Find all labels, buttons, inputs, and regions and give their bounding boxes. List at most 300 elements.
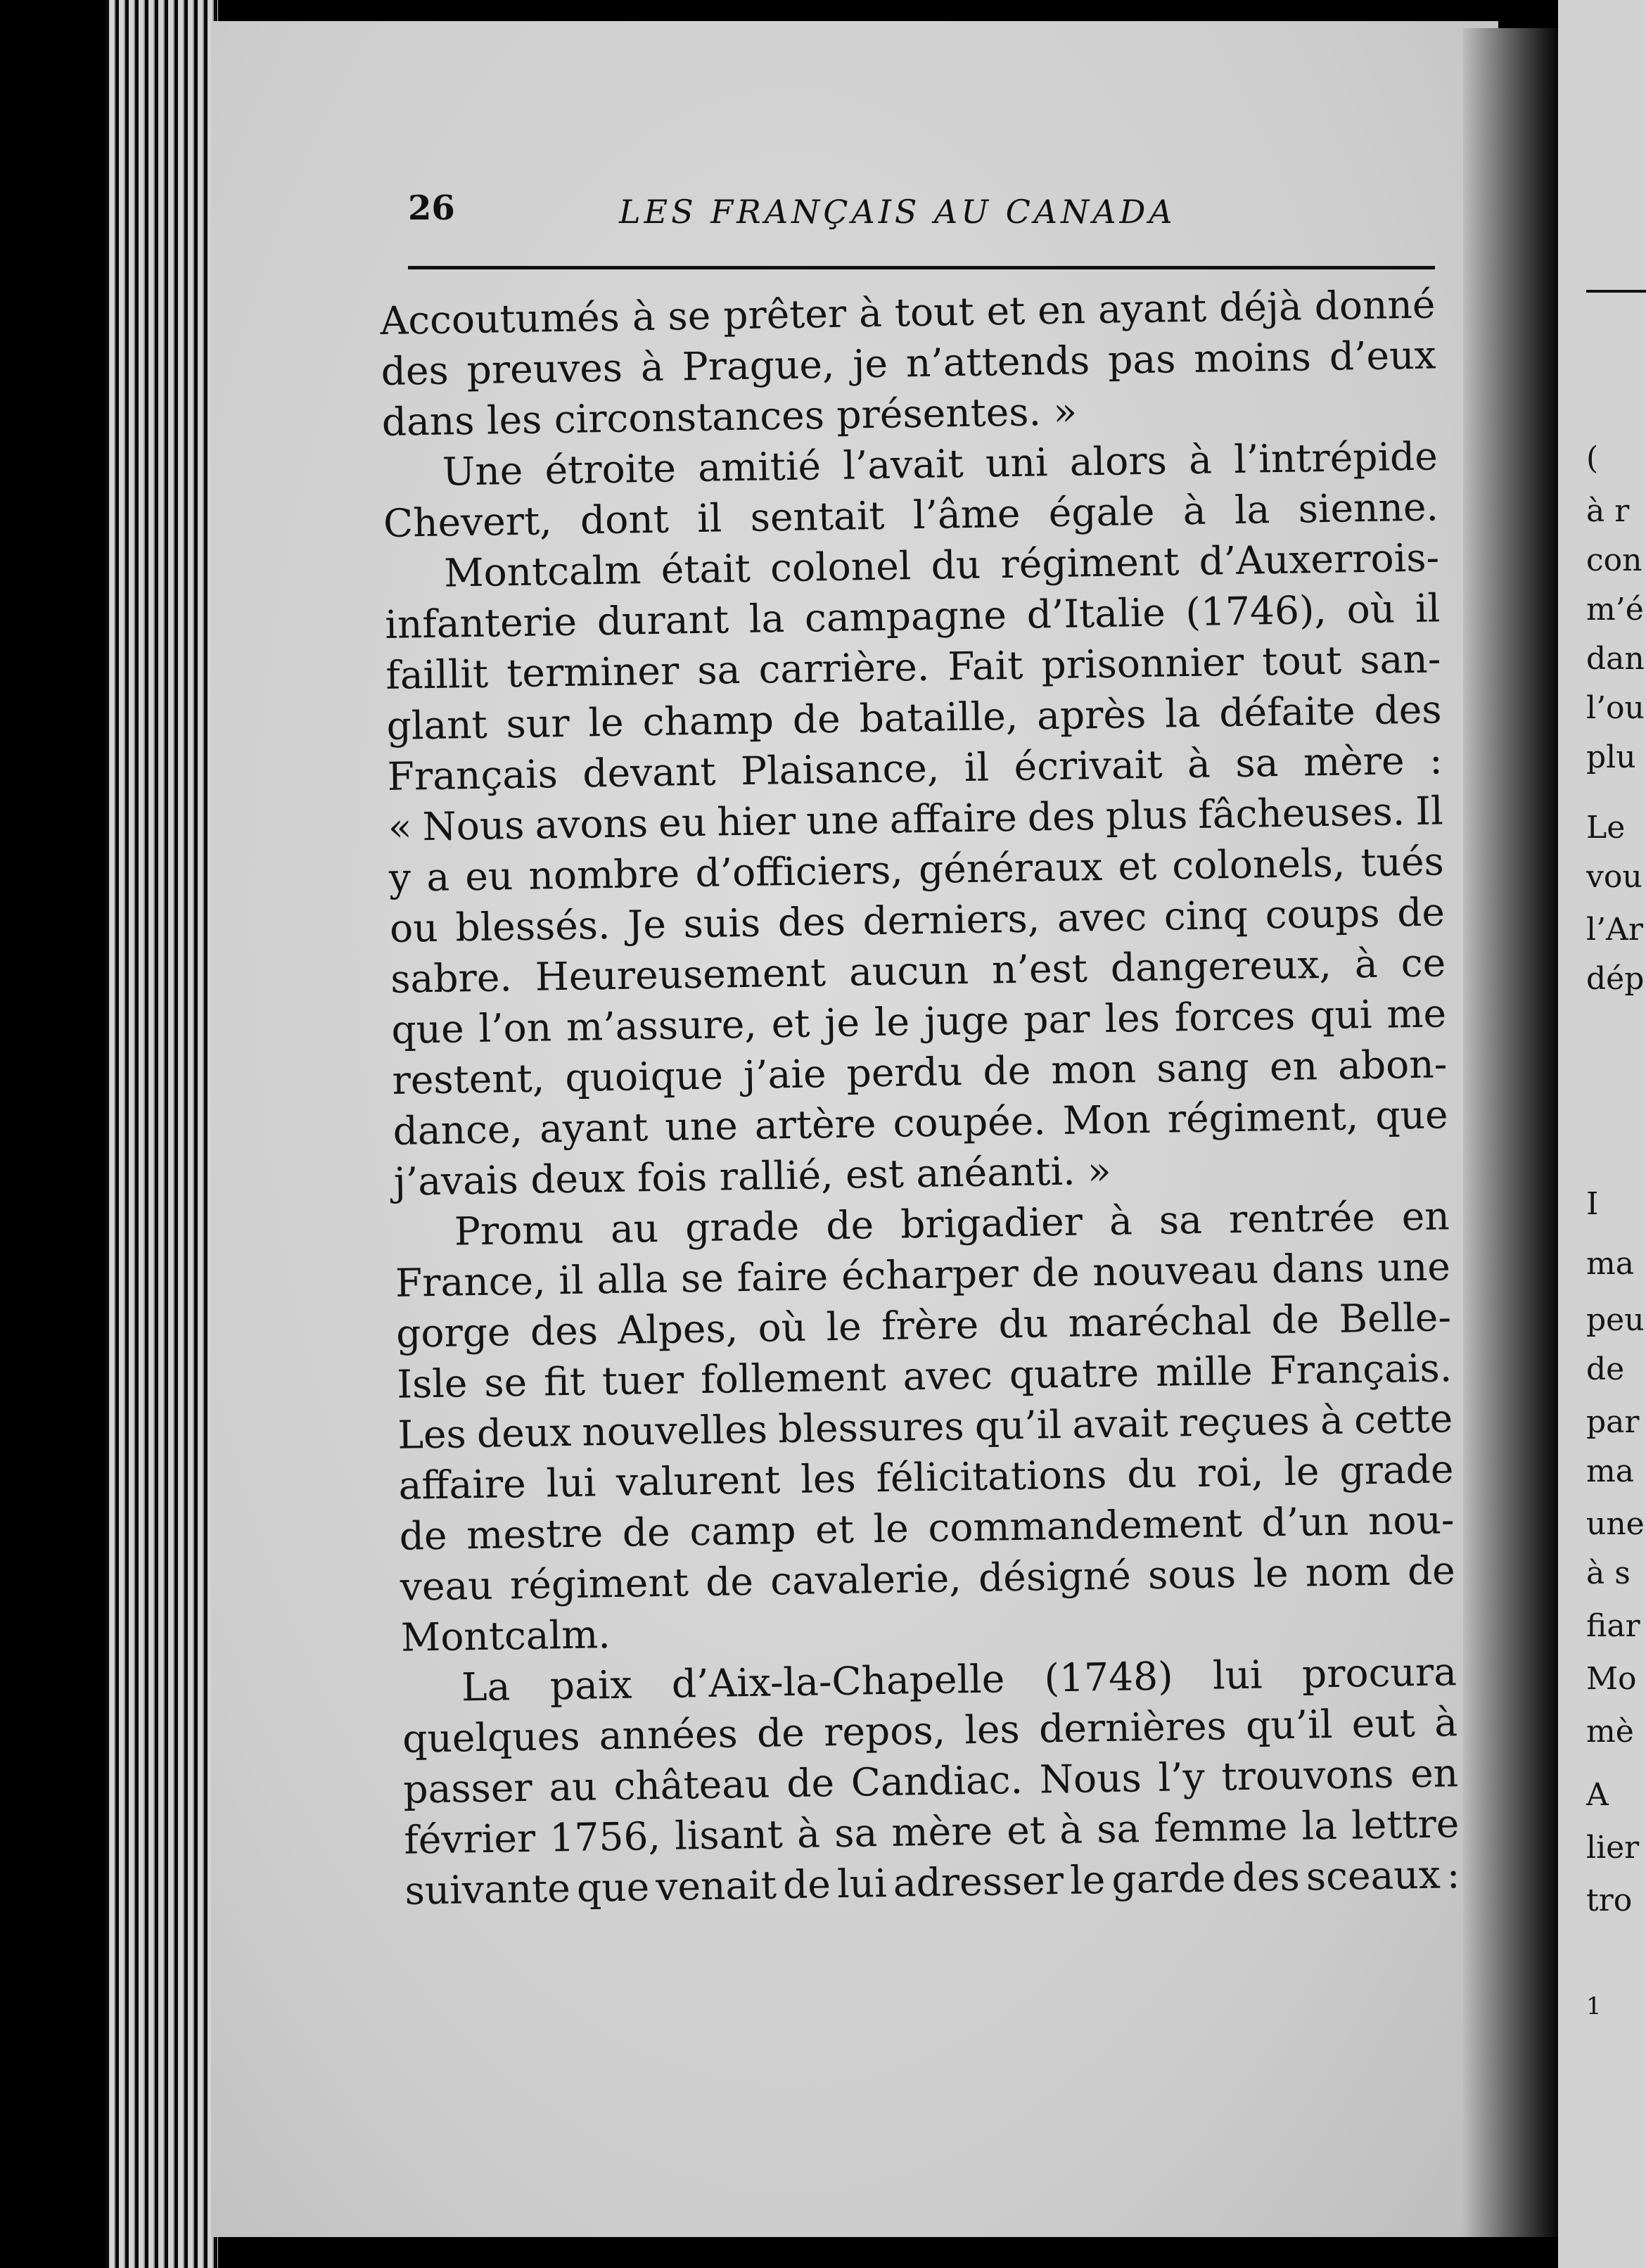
word: déjà — [1218, 284, 1303, 331]
word: à — [1188, 437, 1213, 483]
word: blessés. — [454, 902, 611, 950]
word: du — [1126, 1451, 1178, 1497]
word: se — [667, 293, 711, 339]
word: faillit — [385, 651, 489, 698]
word: faire — [736, 1254, 829, 1301]
word: Isle — [396, 1361, 468, 1407]
word: dernières — [1038, 1703, 1227, 1752]
word: de — [792, 696, 841, 742]
word: terminer — [506, 648, 680, 696]
word: coups — [1265, 890, 1380, 938]
word: je — [824, 1000, 860, 1046]
word: les — [1104, 995, 1161, 1041]
word: reçues — [1178, 1398, 1310, 1446]
word: restent, — [392, 1055, 545, 1103]
word: lettre — [1351, 1801, 1460, 1848]
facing-fragment: dép — [1586, 961, 1645, 997]
word: de — [1407, 1548, 1456, 1594]
word: une — [805, 796, 880, 843]
word: tuer — [601, 1357, 684, 1404]
word: artère — [754, 1101, 876, 1148]
word: d’eux — [1329, 332, 1436, 379]
word: que — [576, 1864, 650, 1911]
word: mère — [891, 1808, 993, 1855]
word: passer — [402, 1764, 533, 1812]
word: les — [800, 1455, 857, 1502]
word: à — [1182, 488, 1207, 534]
word: qu’il — [1245, 1701, 1333, 1748]
word: Accoutumés — [380, 294, 620, 343]
word: follement — [700, 1353, 887, 1403]
page-number: 26 — [408, 189, 455, 228]
word: sous — [1147, 1551, 1237, 1598]
word: camp — [689, 1507, 796, 1555]
word: champ — [642, 697, 774, 745]
word: gorge — [395, 1309, 511, 1356]
word: maréchal — [1068, 1297, 1252, 1346]
word: frère — [881, 1301, 979, 1349]
word: hier — [716, 798, 796, 845]
word: quoique — [564, 1052, 724, 1100]
word: de — [782, 1861, 831, 1908]
word: affaire — [889, 794, 1018, 842]
word: colonels, — [1171, 840, 1346, 888]
word: Une — [442, 447, 523, 495]
word: durant — [596, 597, 729, 644]
word: de — [622, 1509, 671, 1555]
word: nouvelles — [581, 1406, 768, 1455]
word: coupée. — [893, 1098, 1047, 1146]
facing-fragment: à s — [1586, 1555, 1631, 1591]
word: une — [664, 1103, 739, 1149]
word: des — [381, 348, 449, 394]
word: sa — [1234, 740, 1279, 786]
word: le — [873, 1505, 910, 1552]
word: eut — [1351, 1700, 1416, 1747]
word: de — [756, 1709, 805, 1756]
word: que — [1374, 1092, 1448, 1138]
word: régiment, — [1167, 1093, 1359, 1142]
word: mère — [1303, 738, 1405, 785]
word: une — [1377, 1244, 1451, 1290]
word: février — [403, 1815, 536, 1863]
word: moins — [1193, 334, 1312, 381]
word: n’attends — [905, 338, 1090, 386]
word: et — [815, 1506, 855, 1553]
facing-fragment: A — [1586, 1777, 1609, 1813]
word: de — [1031, 1249, 1080, 1296]
word: d’Italie — [1026, 590, 1166, 637]
facing-fragment: plu — [1586, 739, 1636, 775]
word: perdu — [846, 1049, 963, 1096]
word: suivante — [404, 1866, 571, 1913]
facing-fragment: ma — [1586, 1246, 1634, 1282]
word: se — [680, 1255, 725, 1301]
word: du — [998, 1301, 1049, 1347]
word: que — [390, 1006, 465, 1052]
word: et — [1006, 1807, 1046, 1854]
facing-fragment: Mo — [1586, 1661, 1637, 1697]
word: avec — [902, 1352, 993, 1399]
word: la — [1164, 690, 1201, 737]
word: mille — [1155, 1348, 1253, 1395]
word: de — [1396, 889, 1446, 936]
facing-fragment: ma — [1586, 1453, 1634, 1489]
facing-fragment: l’ou — [1586, 690, 1645, 726]
word: qui — [1309, 991, 1372, 1038]
word: et — [771, 1000, 810, 1047]
facing-fragment: 1 — [1586, 1992, 1602, 2020]
word: Heureusement — [535, 950, 827, 1000]
word: suis — [683, 900, 761, 947]
word: femme — [1153, 1804, 1288, 1851]
word: avec — [1057, 893, 1147, 941]
word: repos, — [823, 1707, 946, 1755]
facing-fragment: vou — [1586, 859, 1642, 895]
word: alors — [1069, 438, 1168, 485]
word: étroite — [544, 445, 677, 493]
word: mestre — [466, 1510, 604, 1558]
word: donné — [1314, 281, 1436, 329]
word: brigadier — [900, 1199, 1083, 1247]
word: nom — [1305, 1548, 1391, 1595]
word: est — [845, 1151, 917, 1197]
page-edges — [106, 0, 218, 2268]
word: écharper — [841, 1250, 1019, 1299]
word: de — [705, 1558, 754, 1605]
word: ayant — [539, 1104, 649, 1152]
word: sur — [506, 700, 570, 747]
word: Je — [627, 901, 667, 948]
word: le — [587, 699, 625, 746]
word: écrivait — [1014, 741, 1163, 789]
word: bataille, — [859, 693, 1019, 741]
word: fit — [543, 1358, 586, 1405]
word: à — [640, 344, 665, 390]
word: le — [1069, 1857, 1106, 1903]
word: 1756, — [549, 1814, 661, 1861]
word: et — [986, 288, 1026, 334]
word: derniers, — [862, 896, 1040, 944]
word: avons — [535, 801, 649, 848]
word: dans — [1271, 1245, 1365, 1292]
word: Nous — [1039, 1755, 1142, 1802]
word: des — [1232, 1854, 1301, 1901]
word: Mon — [1062, 1096, 1151, 1143]
word: France, — [395, 1258, 547, 1306]
word: prisonnier — [1040, 639, 1244, 688]
word: de — [982, 1047, 1031, 1094]
word: dance, — [393, 1106, 523, 1154]
word: de — [786, 1760, 835, 1807]
word: juge — [924, 998, 1009, 1044]
word: dans — [381, 397, 487, 445]
word: était — [661, 545, 751, 592]
word: paix — [549, 1662, 632, 1709]
word: à — [632, 293, 656, 340]
word: « — [388, 804, 413, 850]
word: preuves — [466, 345, 623, 393]
word: blessures — [777, 1403, 965, 1452]
body-text — [380, 279, 1460, 1916]
word: aucun — [848, 947, 969, 995]
word: ayant — [1097, 285, 1207, 332]
facing-fragment: peu — [1586, 1302, 1645, 1338]
word: uni — [985, 440, 1048, 486]
word: présentes. — [836, 388, 1054, 438]
word: roi, — [1197, 1449, 1264, 1496]
word: j’avais — [393, 1157, 531, 1204]
word: Il — [1415, 788, 1444, 834]
word: y — [388, 855, 412, 900]
word: les — [964, 1706, 1021, 1753]
word: au — [548, 1764, 598, 1810]
word: procura — [1301, 1649, 1457, 1697]
word: Nous — [422, 802, 525, 850]
word: rentrée — [1228, 1194, 1376, 1242]
word: Alpes, — [617, 1306, 739, 1353]
word: d’officiers, — [694, 847, 904, 896]
word: eu — [464, 853, 513, 900]
word: affaire — [398, 1460, 527, 1508]
word: venait — [655, 1862, 777, 1910]
word: quatre — [1009, 1350, 1140, 1398]
facing-fragment: con — [1586, 542, 1642, 578]
word: sa — [696, 647, 741, 693]
word: me — [1386, 990, 1447, 1037]
word: il — [696, 495, 722, 541]
word: lui — [1212, 1652, 1263, 1698]
word: circonstances — [554, 392, 837, 442]
word: des — [1373, 687, 1442, 733]
word: d’un — [1261, 1498, 1349, 1546]
word: m’assure, — [566, 1001, 758, 1050]
word: généraux — [918, 843, 1103, 893]
word: le — [874, 999, 910, 1045]
word: cette — [1353, 1396, 1453, 1443]
word: nou- — [1367, 1497, 1455, 1544]
word: régiment — [1000, 539, 1180, 587]
word: de — [399, 1512, 447, 1559]
word: sentait — [750, 492, 885, 540]
word: nombre — [528, 850, 680, 898]
word: tués — [1360, 839, 1445, 886]
word: du — [931, 542, 981, 588]
facing-header-rule — [1586, 290, 1646, 293]
word: sa — [1096, 1806, 1140, 1852]
facing-fragment: à r — [1586, 493, 1630, 529]
word: se — [483, 1359, 528, 1406]
word: : — [1429, 737, 1443, 783]
word: défaite — [1218, 688, 1356, 736]
word: sceaux — [1306, 1852, 1441, 1899]
word: en — [1401, 1193, 1450, 1240]
word: l’y — [1158, 1754, 1206, 1800]
word: Fait — [947, 642, 1023, 689]
word: des — [530, 1308, 599, 1354]
word: le — [1283, 1448, 1320, 1495]
word: le — [826, 1304, 862, 1350]
word: mon — [1050, 1046, 1137, 1093]
word: avait — [1071, 1400, 1169, 1447]
word: fâcheuses. — [1197, 789, 1405, 837]
word: il — [1415, 585, 1441, 631]
word: fois — [637, 1154, 720, 1201]
word: Montcalm. — [400, 1612, 611, 1660]
word: je — [852, 340, 888, 387]
word: sa — [834, 1810, 878, 1856]
book-gutter — [1463, 28, 1562, 2237]
word: félicitations — [876, 1451, 1107, 1501]
word: devant — [582, 748, 717, 796]
word: Belle- — [1339, 1294, 1452, 1342]
word: d’Aix-la-Chapelle — [671, 1656, 1005, 1707]
word: et — [1117, 843, 1157, 889]
word: Français. — [1269, 1345, 1453, 1394]
word: cavalerie, — [770, 1555, 962, 1604]
facing-page — [1558, 0, 1646, 2268]
word: san- — [1359, 636, 1441, 683]
word: nouveau — [1092, 1247, 1259, 1295]
word: valurent — [615, 1457, 781, 1505]
word: grade — [1339, 1446, 1454, 1493]
word: ou — [389, 905, 439, 951]
word: garde — [1111, 1855, 1227, 1902]
word: à — [796, 1811, 821, 1856]
word: cinq — [1163, 892, 1249, 939]
word: en — [1410, 1750, 1459, 1797]
word: où — [758, 1304, 807, 1351]
word: la — [1234, 487, 1270, 533]
word: à — [858, 290, 883, 336]
word: » — [1087, 1147, 1112, 1194]
word: à — [1354, 941, 1379, 987]
word: grade — [684, 1203, 800, 1251]
word: colonel — [770, 543, 912, 591]
word: l’âme — [912, 490, 1021, 538]
word: abon- — [1337, 1041, 1448, 1088]
word: La — [461, 1664, 511, 1710]
word: sang — [1156, 1044, 1250, 1091]
word: l’intrépide — [1233, 433, 1438, 482]
facing-fragment: Le — [1586, 810, 1626, 846]
word: l’avait — [842, 441, 964, 488]
word: en — [1037, 287, 1086, 333]
word: j’aie — [743, 1051, 827, 1098]
word: Chevert, — [383, 498, 553, 546]
word: lisant — [674, 1811, 784, 1859]
word: (1748) — [1044, 1653, 1173, 1701]
word: Promu — [454, 1206, 585, 1254]
word: lui — [836, 1860, 888, 1907]
word: tout — [894, 288, 975, 336]
word: il — [964, 744, 990, 791]
word: la — [748, 596, 785, 642]
word: où — [1346, 586, 1396, 632]
word: pas — [1107, 336, 1176, 383]
word: dangereux, — [1110, 941, 1332, 990]
word: dont — [580, 496, 670, 543]
word: des — [1027, 794, 1096, 840]
word: à — [1059, 1807, 1083, 1853]
word: Les — [397, 1411, 467, 1458]
word: désigné — [978, 1553, 1132, 1600]
word: il — [558, 1257, 585, 1304]
word: à — [1187, 741, 1211, 787]
facing-fragment: tro — [1586, 1882, 1633, 1918]
word: ce — [1401, 940, 1446, 986]
facing-fragment: l’Ar — [1586, 912, 1643, 948]
facing-fragment: dan — [1586, 641, 1645, 677]
word: au — [610, 1205, 659, 1252]
header-rule — [408, 266, 1435, 269]
word: forces — [1174, 993, 1296, 1040]
word: de — [825, 1202, 874, 1249]
word: veau — [400, 1562, 494, 1610]
facing-fragment: lier — [1586, 1830, 1640, 1866]
word: adresser — [893, 1858, 1064, 1906]
facing-fragment: m’é — [1586, 592, 1644, 627]
word: sienne. — [1298, 484, 1439, 532]
word: lui — [546, 1460, 596, 1506]
word: alla — [596, 1256, 668, 1303]
word: d’Auxerrois- — [1199, 535, 1440, 584]
word: sabre. — [390, 955, 513, 1002]
word: à — [1320, 1397, 1344, 1444]
running-title: LES FRANÇAIS AU CANADA — [619, 193, 1176, 231]
word: trouvons — [1221, 1751, 1394, 1799]
word: années — [599, 1711, 739, 1759]
facing-fragment: de — [1586, 1351, 1625, 1387]
word: la — [1301, 1802, 1338, 1849]
word: plus — [1105, 792, 1188, 839]
word: des — [777, 898, 846, 945]
word: à — [1434, 1700, 1458, 1745]
word: quelques — [402, 1713, 580, 1761]
facing-fragment: mè — [1586, 1714, 1634, 1750]
word: (1746), — [1185, 587, 1327, 635]
word: qu’il — [974, 1401, 1062, 1448]
word: de — [1270, 1297, 1320, 1343]
facing-fragment: par — [1586, 1404, 1640, 1440]
word: à — [1109, 1198, 1133, 1244]
word: » — [1052, 388, 1078, 434]
word: Plaisance, — [740, 745, 940, 794]
word: campagne — [804, 592, 1007, 641]
word: anéanti. — [915, 1148, 1088, 1197]
word: prêter — [722, 291, 847, 338]
page-header — [408, 189, 1442, 231]
word: commandement — [927, 1500, 1243, 1550]
facing-fragment: fiar — [1586, 1608, 1640, 1644]
word: : — [1446, 1852, 1460, 1897]
word: Français — [387, 751, 559, 799]
word: carrière. — [758, 644, 930, 692]
facing-fragment: ( — [1586, 440, 1599, 476]
word: a — [426, 854, 450, 900]
word: régiment — [509, 1560, 689, 1608]
word: deux — [530, 1155, 638, 1202]
word: Candiac. — [850, 1757, 1023, 1805]
word: en — [1269, 1043, 1318, 1090]
word: infanterie — [384, 599, 578, 647]
word: le — [1252, 1550, 1289, 1596]
word: par — [1023, 996, 1091, 1043]
facing-fragment: I — [1586, 1186, 1599, 1222]
word: glant — [386, 701, 488, 748]
word: rallié, — [719, 1152, 846, 1199]
word: égale — [1048, 488, 1155, 536]
